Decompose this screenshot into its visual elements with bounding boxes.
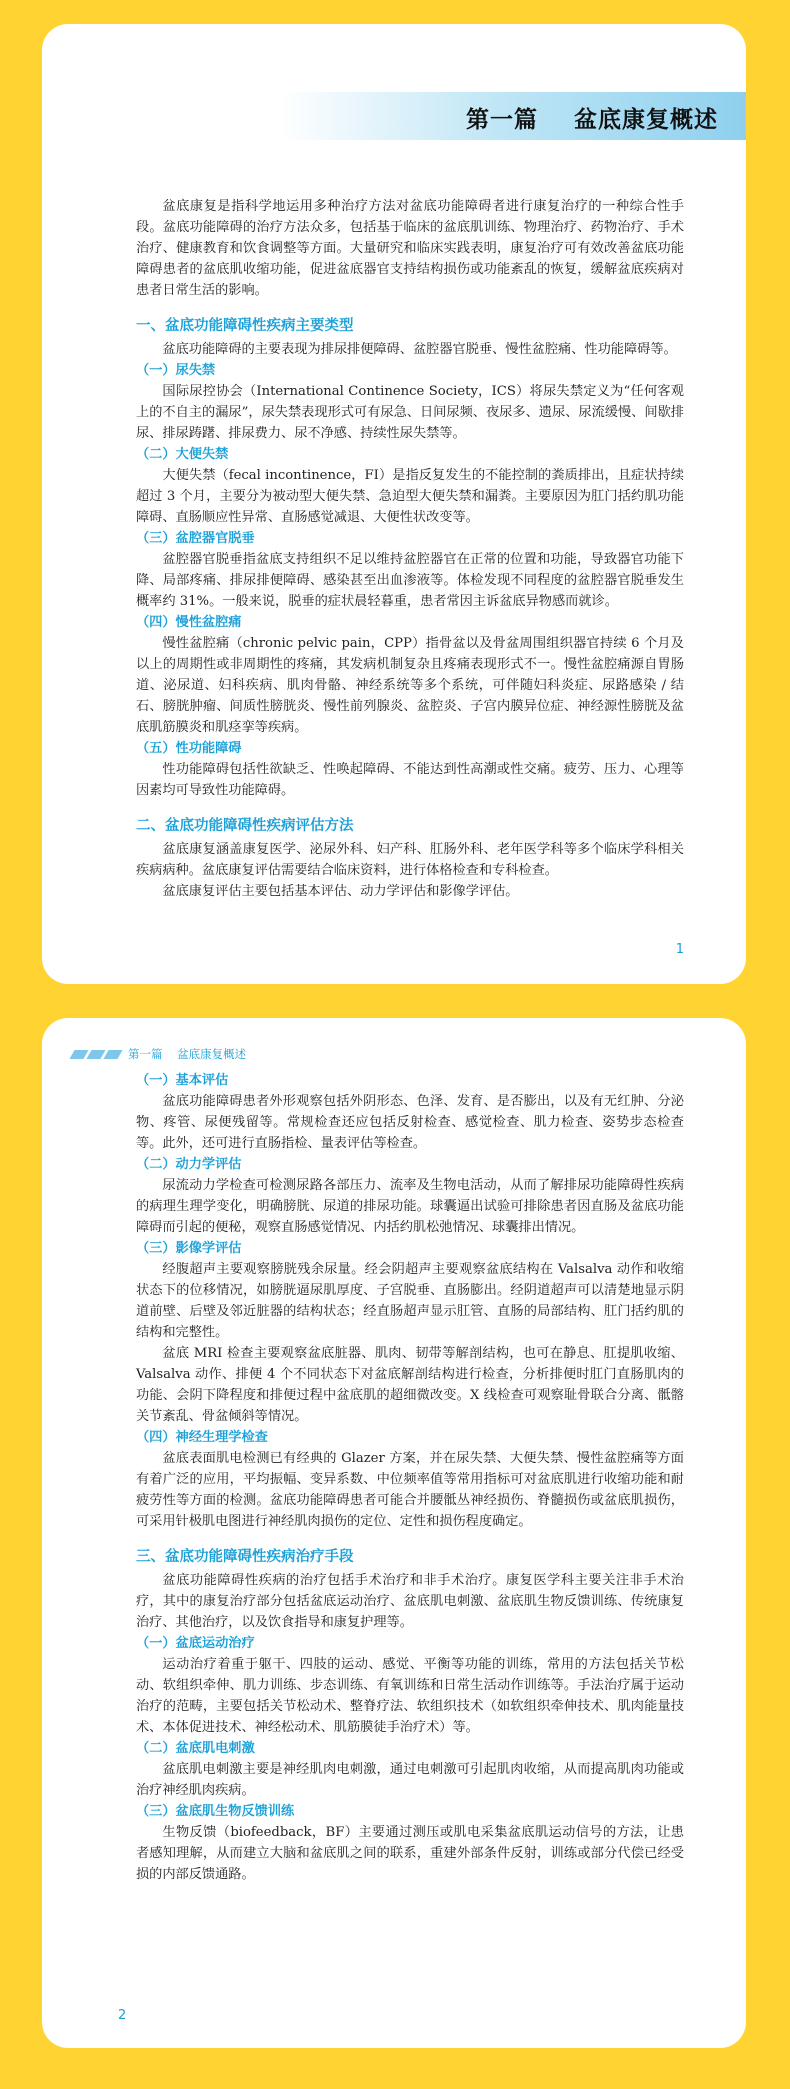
section-heading-3: 三、盆底功能障碍性疾病治疗手段 bbox=[136, 1549, 354, 1565]
section-1-paragraph: 盆底功能障碍的主要表现为排尿排便障碍、盆腔器官脱垂、慢性盆腔痛、性功能障碍等。 bbox=[162, 342, 677, 357]
paragraph-dynamics-assessment: 尿流动力学检查可检测尿路各部压力、流率及生物电活动，从而了解排尿功能障碍性疾病的病理生理学变化，明确膀胱、尿道的排尿功能。球囊逼出试验可排除患者因直肠及盆底功能障碍而引起的便秘，观察直肠感觉情况、内括约肌松弛情况、球囊排出情况。 bbox=[136, 1178, 684, 1235]
paragraph-urinary-incontinence: 国际尿控协会（International Continence Society，ICS）将尿失禁定义为“任何客观上的不自主的漏尿”，尿失禁表现形式可有尿急、日间尿频、夜尿多、遗尿、尿流缓慢、间歇排尿、排尿踌躇、排尿费力、尿不净感、持续性尿失禁等。 bbox=[136, 384, 684, 441]
paragraph-exercise-therapy: 运动治疗着重于躯干、四肢的运动、感觉、平衡等功能的训练，常用的方法包括关节松动、软组织牵伸、肌力训练、步态训练、有氧训练和日常生活动作训练等。手法治疗属于运动治疗的范畴，主要包括关节松动术、整脊疗法、软组织技术（如软组织牵伸技术、肌肉能量技术、本体促进技术、神经松动术、肌筋膜徒手治疗术）等。 bbox=[136, 1657, 684, 1735]
subheading-imaging-assessment: （三）影像学评估 bbox=[136, 1241, 242, 1256]
chapter-title: 第一篇 盆底康复概述 bbox=[465, 107, 718, 133]
page-2-card bbox=[42, 1018, 746, 2048]
section-3-paragraph: 盆底功能障碍性疾病的治疗包括手术治疗和非手术治疗。康复医学科主要关注非手术治疗，其中的康复治疗部分包括盆底运动治疗、盆底肌电刺激、盆底肌生物反馈训练、传统康复治疗、其他治疗，以及饮食指导和康复护理等。 bbox=[136, 1573, 684, 1630]
paragraph-imaging-ultrasound: 经腹超声主要观察膀胱残余尿量。经会阴超声主要观察盆底结构在 Valsalva 动作和收缩状态下的位移情况，如膀胱逼尿肌厚度、子宫脱垂、直肠膨出。经阴道超声可以清楚地显示阴道前壁、后壁及邻近脏器的结构状态；经直肠超声显示肛管、直肠的局部结构、肛门括约肌的结构和完整性。 bbox=[136, 1262, 684, 1340]
page-2-body bbox=[136, 1070, 684, 1885]
subheading-urinary-incontinence: （一）尿失禁 bbox=[136, 363, 216, 378]
page-1-card bbox=[42, 24, 746, 984]
section-heading-1: 一、盆底功能障碍性疾病主要类型 bbox=[136, 318, 354, 334]
paragraph-electrical-stimulation: 盆底肌电刺激主要是神经肌肉电刺激，通过电刺激可引起肌肉收缩，从而提高肌肉功能或治疗神经肌肉疾病。 bbox=[136, 1762, 684, 1798]
page-1-body bbox=[136, 196, 684, 902]
running-header bbox=[72, 1046, 246, 1062]
paragraph-pelvic-pain: 慢性盆腔痛（chronic pelvic pain，CPP）指骨盆以及骨盆周围组织器官持续 6 个月及以上的周期性或非周期性的疼痛，其发病机制复杂且疼痛表现形式不一。慢性盆腔痛源自胃肠道、泌尿道、妇科疾病、肌肉骨骼、神经系统等多个系统，可伴随妇科炎症、尿路感染 / 结石、膀胱肿瘤、间质性膀胱炎、慢性前列腺炎、盆腔炎、子宫内膜异位症、神经源性膀胱及盆底肌筋膜炎和肌痉挛等疾病。 bbox=[136, 636, 684, 735]
subheading-basic-assessment: （一）基本评估 bbox=[136, 1073, 229, 1088]
paragraph-sexual-dysfunction: 性功能障碍包括性欲缺乏、性唤起障碍、不能达到性高潮或性交痛。疲劳、压力、心理等因素均可导致性功能障碍。 bbox=[136, 762, 684, 798]
section-heading-2: 二、盆底功能障碍性疾病评估方法 bbox=[136, 818, 354, 834]
subheading-pelvic-pain: （四）慢性盆腔痛 bbox=[136, 615, 242, 630]
intro-paragraph: 盆底康复是指科学地运用多种治疗方法对盆底功能障碍者进行康复治疗的一种综合性手段。盆底功能障碍的治疗方法众多，包括基于临床的盆底肌训练、物理治疗、药物治疗、手术治疗、健康教育和饮食调整等方面。大量研究和临床实践表明，康复治疗可有效改善盆底功能障碍患者的盆底肌收缩功能，促进盆底器官支持结构损伤或功能紊乱的恢复，缓解盆底疾病对患者日常生活的影响。 bbox=[136, 199, 684, 298]
subheading-exercise-therapy: （一）盆底运动治疗 bbox=[136, 1636, 255, 1651]
section-2-paragraph-2: 盆底康复评估主要包括基本评估、动力学评估和影像学评估。 bbox=[162, 884, 519, 899]
page-number: 1 bbox=[675, 942, 684, 957]
subheading-neurophysiology: （四）神经生理学检查 bbox=[136, 1430, 268, 1445]
subheading-electrical-stimulation: （二）盆底肌电刺激 bbox=[136, 1741, 255, 1756]
paragraph-biofeedback: 生物反馈（biofeedback，BF）主要通过测压或肌电采集盆底肌运动信号的方法，让患者感知理解，从而建立大脑和盆底肌之间的联系，重建外部条件反射，训练或部分代偿已经受损的内部反馈通路。 bbox=[136, 1825, 684, 1882]
paragraph-imaging-mri: 盆底 MRI 检查主要观察盆底脏器、肌肉、韧带等解剖结构，也可在静息、肛提肌收缩、Valsalva 动作、排便 4 个不同状态下对盆底解剖结构进行检查，分析排便时肛门直肠肌肉的功能、会阴下降程度和排便过程中盆底肌的超细微改变。X 线检查可观察耻骨联合分离、骶髂关节紊乱、骨盆倾斜等情况。 bbox=[136, 1346, 684, 1424]
subheading-dynamics-assessment: （二）动力学评估 bbox=[136, 1157, 242, 1172]
running-header-text: 第一篇 盆底康复概述 bbox=[128, 1047, 247, 1061]
subheading-fecal-incontinence: （二）大便失禁 bbox=[136, 447, 229, 462]
page-number: 2 bbox=[118, 2008, 127, 2023]
paragraph-fecal-incontinence: 大便失禁（fecal incontinence，FI）是指反复发生的不能控制的粪质排出，且症状持续超过 3 个月，主要分为被动型大便失禁、急迫型大便失禁和漏粪。主要原因为肛门括约肌功能障碍、直肠顺应性异常、直肠感觉减退、大便性状改变等。 bbox=[136, 468, 684, 525]
subheading-biofeedback: （三）盆底肌生物反馈训练 bbox=[136, 1804, 295, 1819]
paragraph-basic-assessment: 盆底功能障碍患者外形观察包括外阴形态、色泽、发育、是否膨出，以及有无红肿、分泌物、疼管、尿便残留等。常规检查还应包括反射检查、感觉检查、肌力检查、姿势步态检查等。此外，还可进行直肠指检、量表评估等检查。 bbox=[136, 1094, 684, 1151]
section-2-paragraph-1: 盆底康复涵盖康复医学、泌尿外科、妇产科、肛肠外科、老年医学科等多个临床学科相关疾病病种。盆底康复评估需要结合临床资料，进行体格检查和专科检查。 bbox=[136, 842, 684, 878]
paragraph-neurophysiology: 盆底表面肌电检测已有经典的 Glazer 方案，并在尿失禁、大便失禁、慢性盆腔痛等方面有着广泛的应用，平均振幅、变异系数、中位频率值等常用指标可对盆底肌进行收缩功能和耐疲劳性等方面的检测。盆底功能障碍患者可能合并腰骶丛神经损伤、脊髓损伤或盆底肌损伤，可采用针极肌电图进行神经肌肉损伤的定位、定性和损伤程度确定。 bbox=[136, 1451, 684, 1529]
stripe-decoration-icon bbox=[72, 1050, 120, 1059]
chapter-title-banner bbox=[98, 92, 746, 140]
paragraph-organ-prolapse: 盆腔器官脱垂指盆底支持组织不足以维持盆腔器官在正常的位置和功能，导致器官功能下降、局部疼痛、排尿排便障碍、感染甚至出血渗液等。体检发现不同程度的盆腔器官脱垂发生概率约 31%。一般来说，脱垂的症状晨轻暮重，患者常因主诉盆底异物感而就诊。 bbox=[136, 552, 684, 609]
subheading-sexual-dysfunction: （五）性功能障碍 bbox=[136, 741, 242, 756]
subheading-organ-prolapse: （三）盆腔器官脱垂 bbox=[136, 531, 255, 546]
